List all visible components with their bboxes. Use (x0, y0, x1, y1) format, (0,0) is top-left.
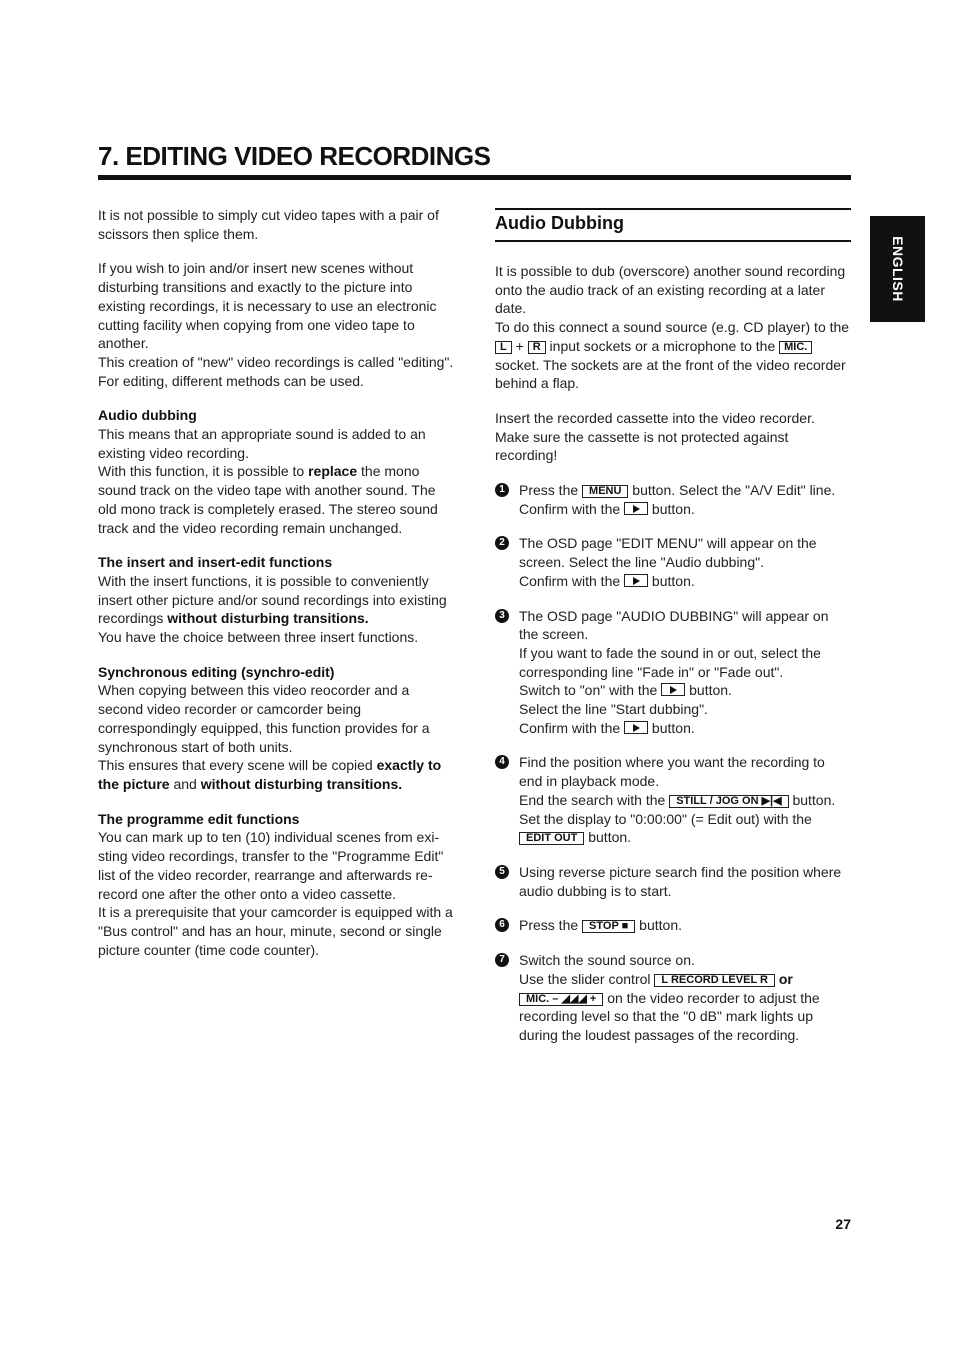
step-number: 6 (495, 918, 509, 932)
intro-paragraph: It is not possible to simply cut video tapes with a pair of scissors then splice them. (98, 207, 439, 242)
body-text: With the insert functions, it is possible to conveniently insert other picture and/or sound recordings into existing recordings without disturbing transitions. (98, 572, 447, 627)
step-3: 3 The OSD page "AUDIO DUBBING" will appear on the screen. If you want to fade the sound in or out, select the corresponding line "Fade in" or "Fade out". Switch to "on" with the button. Select the line "Start dubbing". Confirm with the button. (495, 607, 851, 738)
play-icon (624, 574, 648, 587)
intro-block (98, 259, 454, 390)
l-socket-key: L (495, 341, 512, 354)
left-column (98, 206, 454, 975)
body-text: It is a prerequisite that your camcorder is equipped with a "Bus control" and has an hour, minute, second or single picture counter (time code counter). (98, 904, 453, 958)
mic-level-key: MIC. – ◢◢◢ + (519, 993, 603, 1006)
language-tab-label: ENGLISH (889, 236, 906, 302)
step-4: 4 Find the position where you want the recording to end in playback mode. End the search with the STILL / JOG ON ▶|◀ button. Set the display to "0:00:00" (= Edit out) with the EDIT OUT button. (495, 753, 851, 847)
section-heading: The programme edit functions (98, 810, 300, 827)
programme-section (98, 810, 454, 960)
step-number: 3 (495, 609, 509, 623)
title-rule (98, 175, 851, 180)
intro-paragraph: If you wish to join and/or insert new scenes without disturbing transitions and exactly to the picture into existing recordings, it is necessary to use an electronic cutting facility when copying from one video tape to another. (98, 260, 437, 352)
section-heading: The insert and insert-edit functions (98, 554, 333, 571)
language-tab (870, 216, 925, 322)
still-jog-key: STILL / JOG ON ▶|◀ (669, 795, 788, 808)
step-6: 6 Press the STOP ■ button. (495, 916, 851, 935)
step-7: 7 Switch the sound source on. Use the slider control L RECORD LEVEL R or MIC. – ◢◢◢ + on the video recorder to adjust the recording level so that the "0 dB" mark lights up during the loudest passages of the recording. (495, 951, 851, 1045)
step-5: 5 Using reverse picture search find the position where audio dubbing is to start. (495, 863, 851, 900)
right-column (495, 208, 851, 1061)
step-number: 7 (495, 953, 509, 967)
body-text: It is possible to dub (overscore) another sound recording onto the audio track of an existing recording at a later date. To do this connect a sound source (e.g. CD player) to the L + R input sockets or a microphone to the MIC. socket. The sockets are at the front of the video recorder behind a flap. (495, 263, 850, 392)
step-number: 4 (495, 755, 509, 769)
step-list (495, 481, 851, 1045)
step-number: 5 (495, 865, 509, 879)
body-text: When copying between this video reocorder and a second video recorder or camcorder being correspondingly equipped, this function provides for a synchronous start of both units. (98, 682, 430, 755)
body-text: You have the choice between three insert functions. (98, 629, 419, 646)
r-socket-key: R (528, 341, 546, 354)
stop-key: STOP ■ (582, 920, 635, 933)
step-2: 2 The OSD page "EDIT MENU" will appear on the screen. Select the line "Audio dubbing". Confirm with the button. (495, 534, 851, 590)
mic-socket-key: MIC. (779, 341, 812, 354)
body-text: You can mark up to ten (10) individual scenes from exi-sting video recordings, transfer to the "Programme Edit" list of the video recorder, rearrange and afterwards re-record one after the other onto a video cassette. (98, 829, 444, 902)
body-text: This means that an appropriate sound is added to an existing video recording. (98, 426, 426, 461)
intro-paragraph: This creation of "new" video recordings is called "editing". For editing, different methods can be used. (98, 353, 454, 389)
section-heading: Audio dubbing (98, 407, 197, 424)
section-heading: Synchronous editing (synchro-edit) (98, 663, 335, 680)
step-number: 1 (495, 483, 509, 497)
body-text: With this function, it is possible to replace the mono sound track on the video tape with another sound. The old mono track is completely erased. The stereo sound track and the video recording remain unchanged. (98, 463, 438, 536)
audio-dubbing-section (98, 406, 454, 537)
step-number: 2 (495, 536, 509, 550)
record-level-key: L RECORD LEVEL R (654, 974, 775, 987)
section-title: Audio Dubbing (495, 213, 624, 233)
edit-out-key: EDIT OUT (519, 832, 584, 845)
step-1: 1 Press the MENU button. Select the "A/V Edit" line. Confirm with the button. (495, 481, 851, 518)
section-header (495, 208, 851, 242)
synchro-section (98, 663, 454, 794)
page-number: 27 (835, 1216, 851, 1232)
menu-key: MENU (582, 485, 628, 498)
page-title: 7. EDITING VIDEO RECORDINGS (98, 141, 491, 171)
play-icon (661, 683, 685, 696)
body-text: This ensures that every scene will be copied exactly to the picture and without disturbing transitions. (98, 757, 442, 792)
insert-section (98, 553, 454, 647)
play-icon (624, 721, 648, 734)
play-icon (624, 502, 648, 515)
body-text: Insert the recorded cassette into the video recorder. Make sure the cassette is not protected against recording! (495, 409, 815, 464)
